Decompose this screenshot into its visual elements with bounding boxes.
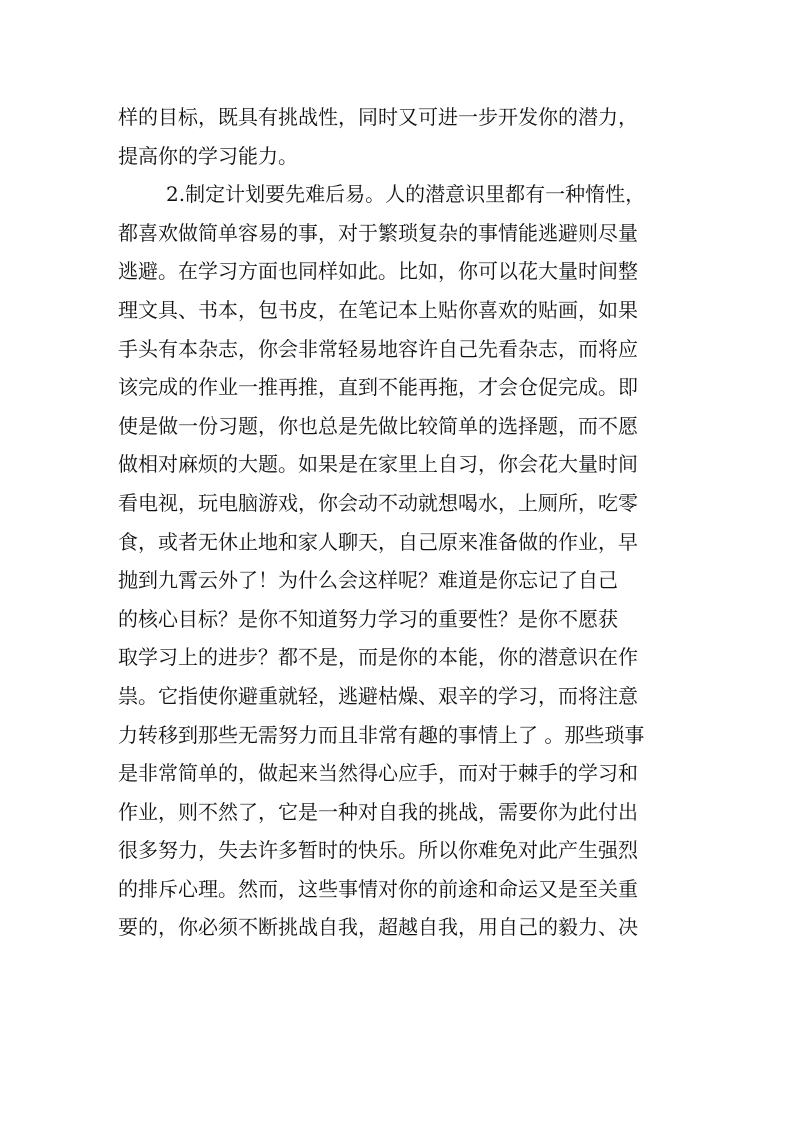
paragraph-start-line: 2.制定计划要先难后易。人的潜意识里都有一种惰性，	[166, 182, 646, 207]
text-line: 逃避。在学习方面也同样如此。比如，你可以花大量时间整	[118, 259, 638, 284]
text-line: 食，或者无休止地和家人聊天，自己原来准备做的作业，早	[118, 529, 638, 554]
text-line: 理文具、书本，包书皮，在笔记本上贴你喜欢的贴画，如果	[118, 297, 638, 322]
text-line: 该完成的作业一推再推，直到不能再拖，才会仓促完成。即	[118, 375, 638, 400]
text-line: 取学习上的进步？都不是，而是你的本能，你的潜意识在作	[118, 645, 638, 670]
text-line: 样的目标，既具有挑战性，同时又可进一步开发你的潜力，	[118, 105, 638, 129]
text-line: 做相对麻烦的大题。如果是在家里上自习，你会花大量时间	[118, 452, 638, 477]
text-line: 是非常简单的，做起来当然得心应手，而对于棘手的学习和	[118, 761, 638, 786]
text-line: 很多努力，失去许多暂时的快乐。所以你难免对此产生强烈	[118, 838, 638, 863]
text-line: 都喜欢做简单容易的事，对于繁琐复杂的事情能逃避则尽量	[118, 220, 638, 245]
text-line: 祟。它指使你避重就轻，逃避枯燥、艰辛的学习，而将注意	[118, 683, 638, 708]
body-text	[118, 98, 698, 947]
text-line: 手头有本杂志，你会非常轻易地容许自己先看杂志，而将应	[118, 336, 638, 361]
text-line: 看电视，玩电脑游戏，你会动不动就想喝水，上厕所，吃零	[118, 490, 638, 515]
text-line: 力转移到那些无需努力而且非常有趣的事情上了 。那些琐事	[118, 722, 645, 747]
text-line: 要的，你必须不断挑战自我，超越自我，用自己的毅力、决	[118, 915, 638, 940]
text-line: 的核心目标？是你不知道努力学习的重要性？是你不愿获	[118, 606, 618, 631]
text-line: 的排斥心理。然而，这些事情对你的前途和命运又是至关重	[118, 876, 638, 901]
text-line: 抛到九霄云外了！为什么会这样呢？难道是你忘记了自己	[118, 568, 618, 593]
text-line: 使是做一份习题，你也总是先做比较简单的选择题，而不愿	[118, 413, 638, 438]
text-line: 作业，则不然了，它是一种对自我的挑战，需要你为此付出	[118, 799, 638, 824]
text-line: 提高你的学习能力。	[118, 143, 298, 168]
